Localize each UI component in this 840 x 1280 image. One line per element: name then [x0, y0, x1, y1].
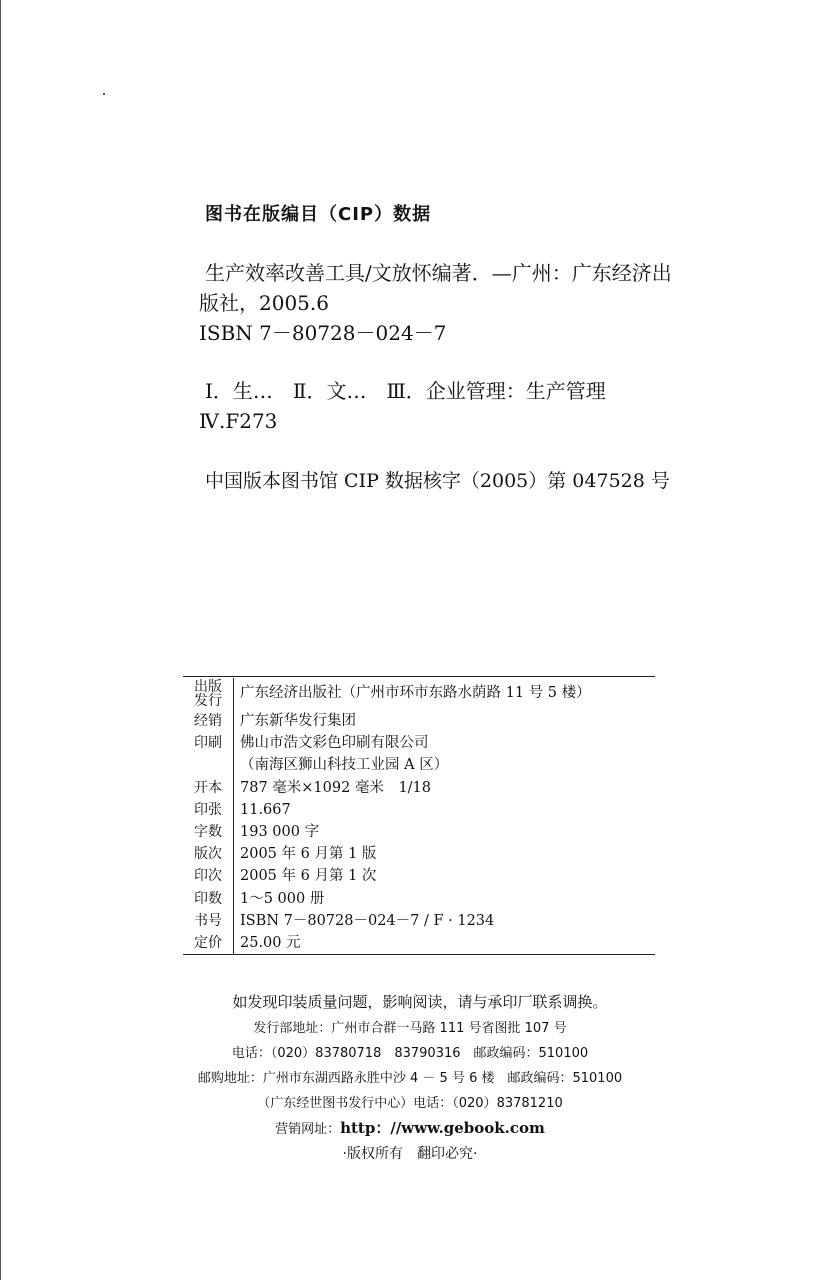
website — [0, 1117, 830, 1138]
imprint-row — [183, 732, 591, 754]
cip-record-number: 中国版本图书馆 CIP 数据核字（2005）第 047528 号 — [205, 470, 670, 492]
sales-address: 发行部地址：广州市合群一马路 111 号省图批 107 号 — [253, 1021, 567, 1036]
imprint-value: 193 000 字 — [240, 824, 320, 841]
imprint-label: 版次 — [183, 843, 234, 865]
imprint-value: 2005 年 6 月第 1 版 — [240, 846, 377, 863]
imprint-bottom-rule — [183, 954, 655, 955]
imprint-value: 787 毫米×1092 毫米 1/18 — [240, 779, 432, 796]
cip-classification — [199, 376, 675, 436]
imprint-value: 广东经济出版社（广州市环市东路水荫路 11 号 5 楼） — [240, 685, 591, 701]
website-url[interactable]: http：//www.gebook.com — [340, 1119, 545, 1137]
imprint-label: 出版 发行 — [183, 678, 234, 710]
imprint-value: 广东新华发行集团 — [240, 713, 356, 729]
imprint-label: 印张 — [183, 799, 234, 821]
imprint-row — [183, 799, 591, 821]
imprint-row — [183, 821, 591, 843]
speck — [103, 93, 105, 95]
imprint-label: 印刷 — [183, 732, 234, 754]
imprint-label: 字数 — [183, 821, 234, 843]
imprint-label — [183, 754, 234, 776]
cip-entry-line1: 生产效率改善工具/文放怀编著．—广州：广东经济出 — [205, 261, 672, 285]
imprint-rows — [183, 678, 591, 954]
imprint-label: 印数 — [183, 888, 234, 910]
cip-entry-line2: 版社，2005.6 — [199, 291, 329, 315]
imprint-row — [183, 843, 591, 865]
imprint-row — [183, 932, 591, 954]
cip-isbn: ISBN 7－80728－024－7 — [199, 321, 447, 345]
imprint-row — [183, 678, 591, 710]
imprint-value: 佛山市浩文彩色印刷有限公司 — [240, 735, 429, 752]
website-label: 营销网址： — [275, 1122, 341, 1137]
imprint-row — [183, 777, 591, 799]
imprint-value: 2005 年 6 月第 1 次 — [240, 868, 377, 885]
imprint-value: ISBN 7－80728－024－7 / F · 1234 — [240, 912, 495, 929]
imprint-value: （南海区狮山科技工业园 A 区） — [240, 757, 449, 774]
imprint-value: 25.00 元 — [240, 935, 301, 952]
distribution-center: （广东经世图书发行中心）电话：（020）83781210 — [257, 1096, 563, 1111]
cip-class-line2: Ⅳ.F273 — [199, 409, 278, 433]
cip-entry — [199, 258, 675, 348]
rights-notice: ·版权所有 翻印必究· — [342, 1146, 478, 1162]
mail-order-address: 邮购地址：广州市东湖西路永胜中沙 4 － 5 号 6 楼 邮政编码：510100 — [197, 1071, 623, 1086]
imprint-row — [183, 710, 591, 732]
imprint-row — [183, 910, 591, 932]
page-edge — [0, 0, 1, 1280]
imprint-label: 定价 — [183, 932, 234, 954]
defect-notice: 如发现印装质量问题，影响阅读，请与承印厂联系调换。 — [232, 993, 608, 1011]
imprint-top-rule — [183, 676, 655, 677]
cip-heading: 图书在版编目（CIP）数据 — [205, 204, 432, 225]
cip-class-line1: Ⅰ．生… Ⅱ．文… Ⅲ．企业管理：生产管理 — [205, 379, 606, 403]
imprint-row — [183, 865, 591, 887]
imprint-row — [183, 754, 591, 776]
imprint-row — [183, 888, 591, 910]
imprint-table — [183, 676, 655, 955]
imprint-label: 经销 — [183, 710, 234, 732]
imprint-label: 书号 — [183, 910, 234, 932]
imprint-value: 11.667 — [240, 801, 291, 818]
sales-phone: 电话：（020）83780718 83790316 邮政编码：510100 — [231, 1046, 589, 1061]
imprint-label: 印次 — [183, 865, 234, 887]
imprint-value: 1～5 000 册 — [240, 890, 325, 907]
imprint-label: 开本 — [183, 777, 234, 799]
